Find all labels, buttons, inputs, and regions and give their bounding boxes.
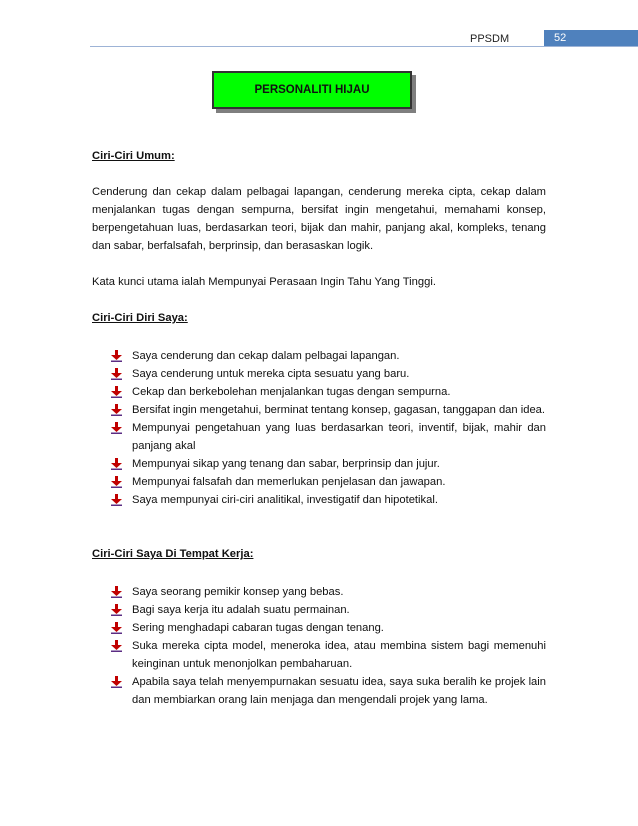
page-number-badge: 52: [544, 30, 638, 46]
arrow-down-bullet-icon: [111, 368, 122, 380]
list-item-text: Mempunyai sikap yang tenang dan sabar, berprinsip dan jujur.: [132, 458, 440, 470]
header-label: PPSDM: [470, 33, 510, 45]
list-item: [92, 637, 546, 673]
list-item-text: Apabila saya telah menyempurnakan sesuatu idea, saya suka beralih ke projek lain dan membiarkan orang lain menjaga dan mengendali projek yang lama.: [132, 676, 546, 706]
list-item: [92, 401, 546, 419]
arrow-down-bullet-icon: [111, 422, 122, 434]
list-item-text: Mempunyai falsafah dan memerlukan penjelasan dan jawapan.: [132, 476, 446, 488]
section-heading-general: Ciri-Ciri Umum:: [92, 150, 175, 162]
list-item: [92, 419, 546, 455]
list-item-text: Saya seorang pemikir konsep yang bebas.: [132, 586, 344, 598]
arrow-down-bullet-icon: [111, 676, 122, 688]
header-rule: [90, 46, 638, 47]
list-item-text: Mempunyai pengetahuan yang luas berdasarkan teori, inventif, bijak, mahir dan panjang akal: [132, 422, 546, 452]
list-item-text: Saya cenderung dan cekap dalam pelbagai lapangan.: [132, 350, 400, 362]
arrow-down-bullet-icon: [111, 494, 122, 506]
list-item: [92, 473, 546, 491]
list-item-text: Saya cenderung untuk mereka cipta sesuatu yang baru.: [132, 368, 410, 380]
arrow-down-bullet-icon: [111, 622, 122, 634]
list-item: [92, 601, 546, 619]
list-item: [92, 619, 546, 637]
list-item-text: Bersifat ingin mengetahui, berminat tentang konsep, gagasan, tanggapan dan idea.: [132, 404, 545, 416]
section-heading-self: Ciri-Ciri Diri Saya:: [92, 312, 188, 324]
list-item: [92, 491, 546, 509]
document-body: [92, 147, 546, 709]
work-traits-list: [92, 583, 546, 709]
keyword-paragraph: Kata kunci utama ialah Mempunyai Perasaan Ingin Tahu Yang Tinggi.: [92, 276, 436, 288]
list-item: [92, 583, 546, 601]
list-item: [92, 347, 546, 365]
arrow-down-bullet-icon: [111, 640, 122, 652]
list-item: [92, 383, 546, 401]
list-item-text: Cekap dan berkebolehan menjalankan tugas dengan sempurna.: [132, 386, 451, 398]
list-item: [92, 673, 546, 709]
list-item-text: Sering menghadapi cabaran tugas dengan tenang.: [132, 622, 384, 634]
section-heading-work: Ciri-Ciri Saya Di Tempat Kerja:: [92, 548, 254, 560]
general-paragraph: Cenderung dan cekap dalam pelbagai lapangan, cenderung mereka cipta, cekap dalam menjalankan tugas dengan sempurna, bersifat ingin mengetahui, memahami konsep, berpengetahuan luas, berdasarkan teori, bijak dan mahir, panjang akal, kompleks, tenang dan sabar, berfalsafah, berprinsip, dan berasaskan logik.: [92, 186, 546, 252]
list-item-text: Suka mereka cipta model, meneroka idea, atau membina sistem bagi memenuhi keinginan untuk menonjolkan pembaharuan.: [132, 640, 546, 670]
list-item-text: Bagi saya kerja itu adalah suatu permainan.: [132, 604, 350, 616]
title-box: PERSONALITI HIJAU: [212, 71, 412, 109]
arrow-down-bullet-icon: [111, 350, 122, 362]
self-traits-list: [92, 347, 546, 509]
arrow-down-bullet-icon: [111, 586, 122, 598]
list-item-text: Saya mempunyai ciri-ciri analitikal, investigatif dan hipotetikal.: [132, 494, 438, 506]
arrow-down-bullet-icon: [111, 404, 122, 416]
arrow-down-bullet-icon: [111, 476, 122, 488]
list-item: [92, 365, 546, 383]
arrow-down-bullet-icon: [111, 604, 122, 616]
list-item: [92, 455, 546, 473]
arrow-down-bullet-icon: [111, 458, 122, 470]
arrow-down-bullet-icon: [111, 386, 122, 398]
